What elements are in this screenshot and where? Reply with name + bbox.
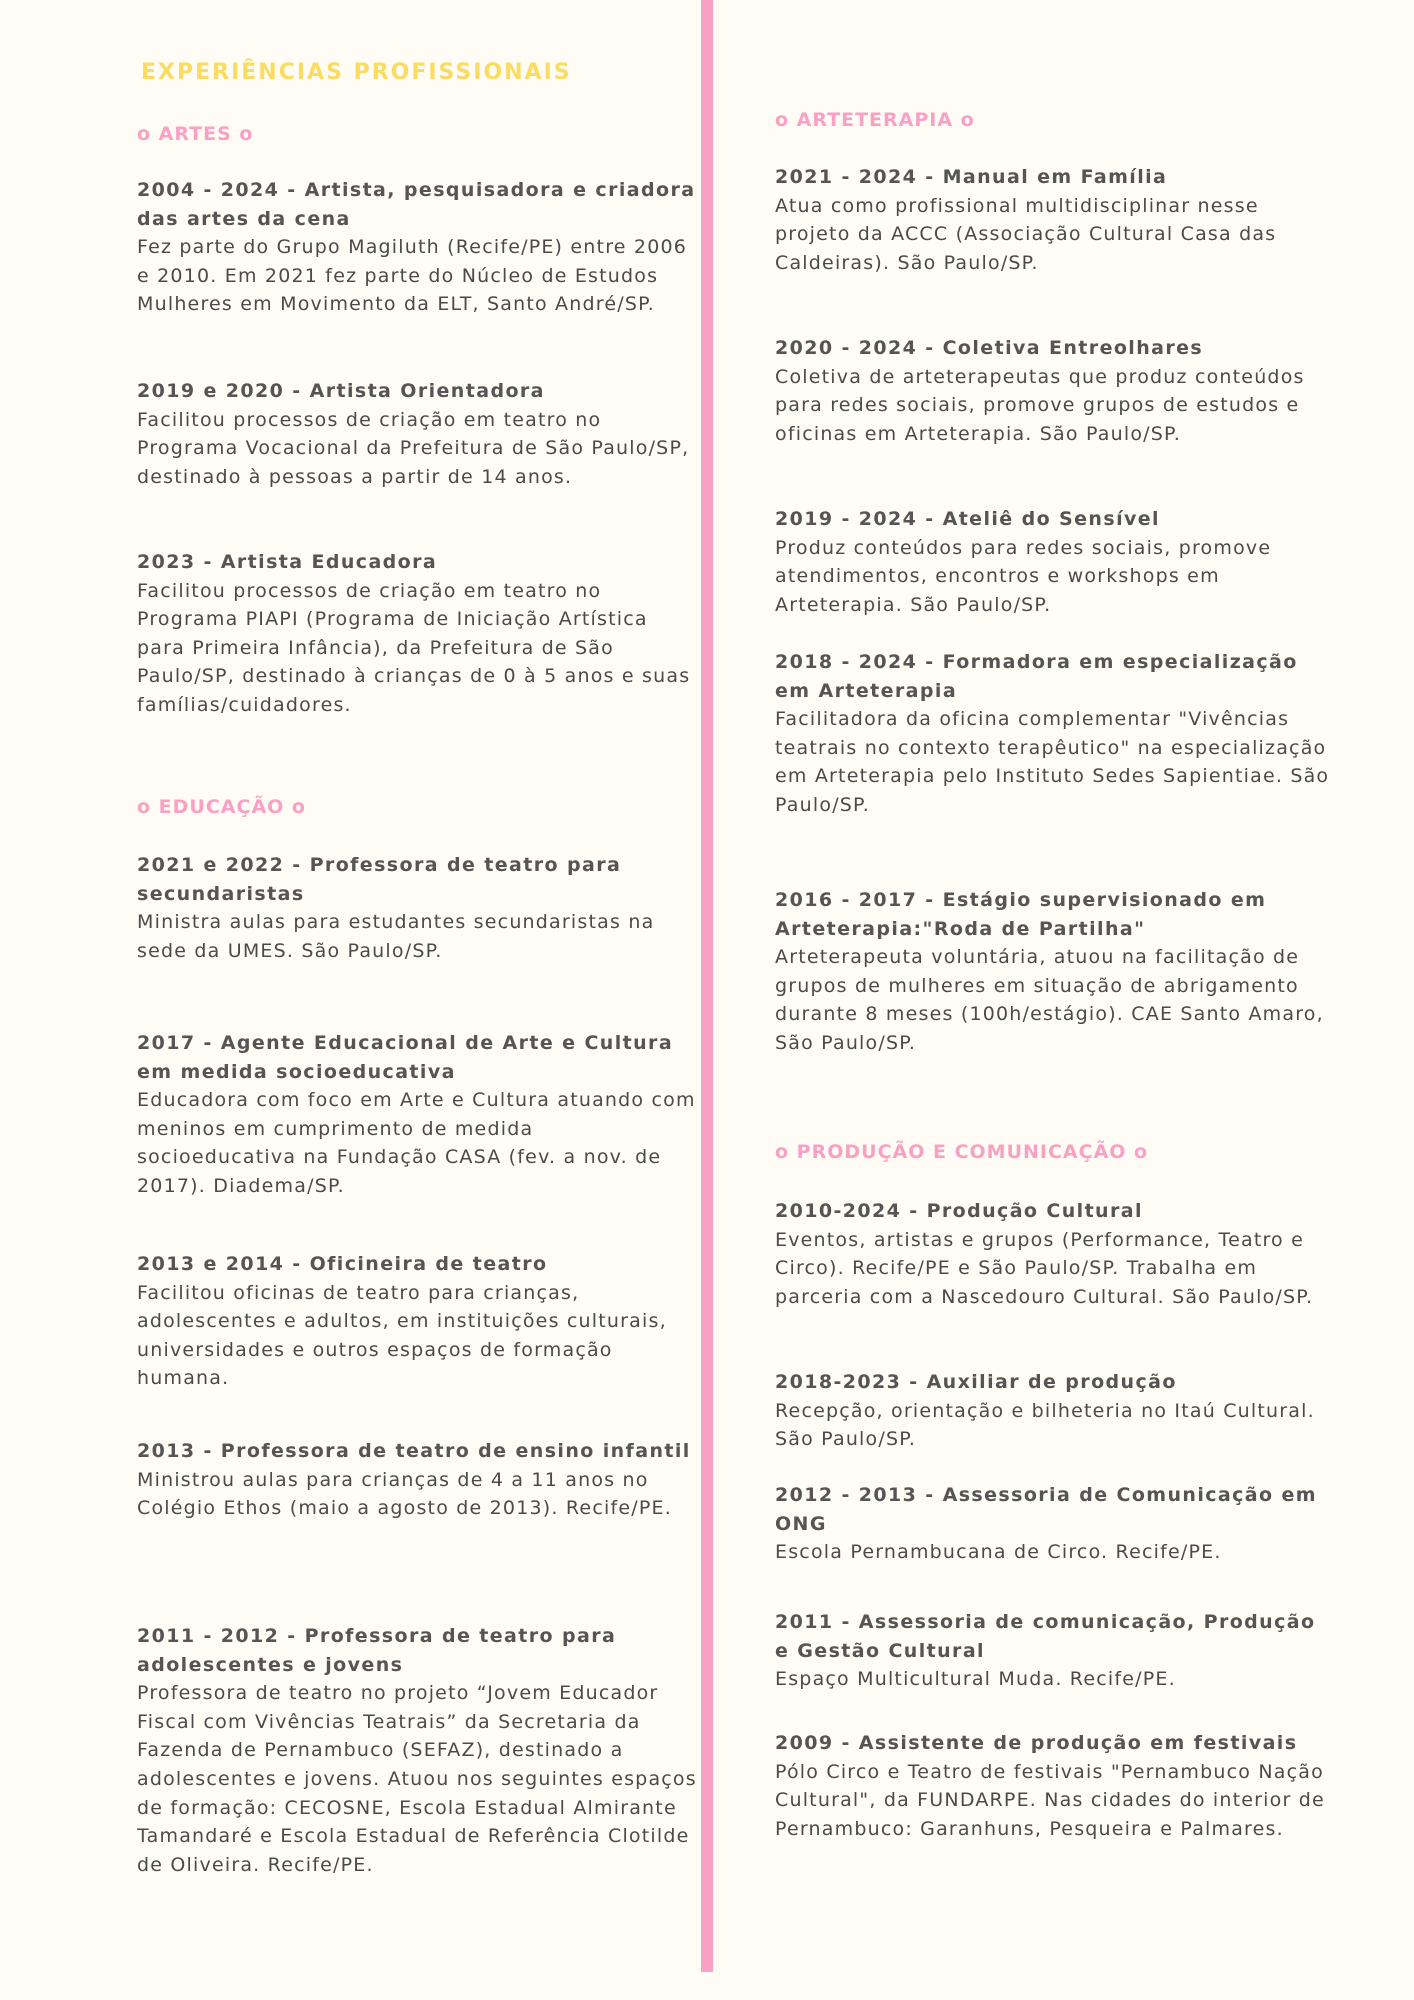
entry-heading: 2023 - Artista Educadora [137,551,438,573]
entry-producao-5 [775,1729,1335,1843]
entry-artes-3 [137,548,697,720]
section-title-producao: o PRODUÇÃO E COMUNICAÇÃO o [775,1141,1149,1163]
entry-heading: 2018 - 2024 - Formadora em especialização em Arteterapia [775,651,1298,702]
entry-description: Coletiva de arteterapeutas que produz conteúdos para redes sociais, promove grupos de estudos e oficinas em Arteterapia. São Paulo/SP. [775,365,1305,445]
entry-educacao-1 [137,851,697,965]
entry-description: Facilitou processos de criação em teatro no Programa PIAPI (Programa de Iniciação Artística para Primeira Infância), da Prefeitura de São Paulo/SP, destinado à crianças de 0 à 5 anos e suas famílias/cuidadores. [137,579,691,716]
column-divider [701,0,713,1972]
entry-artes-2 [137,377,697,491]
entry-description: Fez parte do Grupo Magiluth (Recife/PE) entre 2006 e 2010. Em 2021 fez parte do Núcleo de Estudos Mulheres em Movimento da ELT, Santo André/SP. [137,236,688,316]
entry-heading: 2010-2024 - Produção Cultural [775,1200,1143,1222]
entry-educacao-5 [137,1622,697,1879]
entry-educacao-2 [137,1029,697,1201]
entry-artes-1 [137,176,697,319]
entry-description: Professora de teatro no projeto “Jovem Educador Fiscal com Vivências Teatrais” da Secretaria da Fazenda de Pernambuco (SEFAZ), destinado a adolescentes e jovens. Atuou nos seguintes espaços de formação: CECOSNE, Escola Estadual Almirante Tamandaré e Escola Estadual de Referência Clotilde de Oliveira. Recife/PE. [137,1682,697,1876]
entry-description: Produz conteúdos para redes sociais, promove atendimentos, encontros e workshops em Arteterapia. São Paulo/SP. [775,536,1272,616]
entry-heading: 2021 e 2022 - Professora de teatro para secundaristas [137,854,622,905]
entry-arteterapia-2 [775,334,1335,448]
entry-heading: 2018-2023 - Auxiliar de produção [775,1371,1177,1393]
entry-arteterapia-5 [775,886,1335,1058]
entry-heading: 2009 - Assistente de produção em festivais [775,1732,1298,1754]
entry-heading: 2011 - Assessoria de comunicação, Produção e Gestão Cultural [775,1611,1316,1662]
entry-heading: 2013 - Professora de teatro de ensino infantil [137,1440,691,1462]
entry-description: Atua como profissional multidisciplinar nesse projeto da ACCC (Associação Cultural Casa das Caldeiras). São Paulo/SP. [775,194,1277,274]
entry-heading: 2017 - Agente Educacional de Arte e Cultura em medida socioeducativa [137,1032,674,1083]
entry-producao-2 [775,1368,1335,1454]
entry-description: Recepção, orientação e bilheteria no Itaú Cultural. São Paulo/SP. [775,1399,1315,1451]
entry-educacao-3 [137,1250,697,1393]
entry-description: Espaço Multicultural Muda. Recife/PE. [775,1668,1176,1691]
entry-arteterapia-3 [775,505,1335,619]
entry-heading: 2020 - 2024 - Coletiva Entreolhares [775,337,1204,359]
entry-description: Arteterapeuta voluntária, atuou na facilitação de grupos de mulheres em situação de abrigamento durante 8 meses (100h/estágio). CAE Santo Amaro, São Paulo/SP. [775,946,1324,1054]
entry-arteterapia-4 [775,648,1335,820]
entry-producao-3 [775,1481,1335,1567]
section-title-arteterapia: o ARTETERAPIA o [775,109,975,131]
entry-educacao-4 [137,1437,697,1523]
entry-producao-1 [775,1197,1335,1311]
entry-description: Educadora com foco em Arte e Cultura atuando com meninos em cumprimento de medida socioeducativa na Fundação CASA (fev. a nov. de 2017). Diadema/SP. [137,1089,696,1197]
entry-heading: 2016 - 2017 - Estágio supervisionado em Arteterapia:"Roda de Partilha" [775,889,1267,940]
entry-description: Escola Pernambucana de Circo. Recife/PE. [775,1541,1222,1564]
section-title-educacao: o EDUCAÇÃO o [137,796,306,818]
page-title: EXPERIÊNCIAS PROFISSIONAIS [141,60,572,85]
entry-description: Facilitou oficinas de teatro para crianças, adolescentes e adultos, em instituições culturais, universidades e outros espaços de formação humana. [137,1281,667,1390]
section-title-artes: o ARTES o [137,123,254,145]
entry-heading: 2004 - 2024 - Artista, pesquisadora e criadora das artes da cena [137,179,696,230]
entry-description: Pólo Circo e Teatro de festivais "Pernambuco Nação Cultural", da FUNDARPE. Nas cidades do interior de Pernambuco: Garanhuns, Pesqueira e Palmares. [775,1760,1325,1840]
entry-arteterapia-1 [775,163,1335,277]
entry-heading: 2019 e 2020 - Artista Orientadora [137,380,545,402]
entry-description: Ministra aulas para estudantes secundaristas na sede da UMES. São Paulo/SP. [137,911,655,962]
entry-heading: 2013 e 2014 - Oficineira de teatro [137,1253,548,1275]
entry-heading: 2019 - 2024 - Ateliê do Sensível [775,508,1160,530]
entry-description: Eventos, artistas e grupos (Performance, Teatro e Circo). Recife/PE e São Paulo/SP. Trabalha em parceria com a Nascedouro Cultural. São Paulo/SP. [775,1228,1314,1308]
entry-producao-4 [775,1608,1335,1694]
entry-description: Facilitadora da oficina complementar "Vivências teatrais no contexto terapêutico" na especialização em Arteterapia pelo Instituto Sedes Sapientiae. São Paulo/SP. [775,708,1330,816]
entry-description: Facilitou processos de criação em teatro no Programa Vocacional da Prefeitura de São Paulo/SP, destinado à pessoas a partir de 14 anos. [137,408,690,488]
entry-description: Ministrou aulas para crianças de 4 a 11 anos no Colégio Ethos (maio a agosto de 2013). Recife/PE. [137,1468,672,1520]
entry-heading: 2021 - 2024 - Manual em Família [775,166,1168,188]
entry-heading: 2011 - 2012 - Professora de teatro para adolescentes e jovens [137,1625,617,1676]
entry-heading: 2012 - 2013 - Assessoria de Comunicação em ONG [775,1484,1317,1535]
